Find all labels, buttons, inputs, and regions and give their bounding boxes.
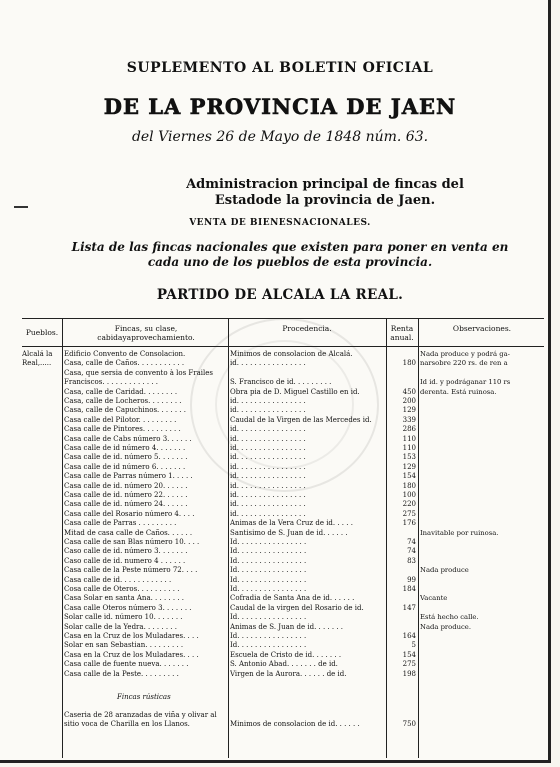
cell-proc: Minimos de consolacion de Alcalá. <box>230 350 353 358</box>
table-row <box>22 378 544 387</box>
cell-proc: Id. . . . . . . . . . . . . . . . <box>230 566 307 575</box>
header-fincas: Fincas, su clase, cabidayaprovechamiento. <box>97 324 195 342</box>
cell-finca: Caseria de 28 aranzadas de viña y olivar al <box>64 711 217 719</box>
table-row <box>22 613 544 622</box>
cell-renta: 74 <box>407 538 416 546</box>
table-row <box>22 566 544 575</box>
cell-renta: 180 <box>402 481 416 490</box>
table-row <box>22 632 544 641</box>
cell-renta: 154 <box>402 472 416 481</box>
cell-proc: Id. . . . . . . . . . . . . . . . <box>230 613 307 622</box>
heading-venta: VENTA DE BIENESNACIONALES. <box>189 218 371 228</box>
cell-proc: Minimos de consolacion de id. . . . . . <box>230 720 360 729</box>
cell-obs: Nada produce. <box>420 622 471 631</box>
title-date: del Viernes 26 de Mayo de 1848 núm. 63. <box>131 129 429 145</box>
table-row <box>22 670 544 679</box>
cell-proc: id. . . . . . . . . . . . . . . . <box>230 491 306 499</box>
cell-renta: 5 <box>411 641 416 650</box>
cell-renta: 147 <box>402 603 416 612</box>
cell-renta: 153 <box>402 453 416 462</box>
cell-proc: id. . . . . . . . . . . . . . . . <box>230 500 306 509</box>
cell-finca: Casa calle de fuente nueva. . . . . . . <box>64 660 189 669</box>
cell-proc: S. Francisco de id. . . . . . . . . <box>230 378 332 387</box>
cell-proc: Animas de la Vera Cruz de id. . . . . <box>230 519 353 528</box>
cell-renta: 74 <box>407 547 416 556</box>
table-row <box>22 453 544 462</box>
cell-finca: Caso calle de id. número 3. . . . . . . <box>64 547 188 556</box>
cell-finca: Casa, calle de Locheros. . . . . . . . <box>64 397 182 405</box>
cell-finca: Casa calle de id. número 20. . . . . . <box>64 481 188 490</box>
cell-finca: Casa en la Cruz de los Muladares. . . . <box>64 632 199 640</box>
cell-proc: Id. . . . . . . . . . . . . . . . <box>230 538 307 546</box>
cell-renta: 286 <box>402 425 416 434</box>
cell-proc: S. Antonio Abad. . . . . . . de id. <box>230 660 338 669</box>
table-row <box>22 720 544 729</box>
table-row <box>22 623 544 632</box>
cell-proc: Caudal de la virgen del Rosario de id. <box>230 603 364 612</box>
cell-obs: Está hecho calle. <box>420 613 479 622</box>
cell-finca: Casa calle de id número 4. . . . . . . <box>64 444 186 452</box>
cell-proc: Caudal de la Virgen de las Mercedes id. <box>230 415 372 424</box>
cell-proc: id. . . . . . . . . . . . . . . . <box>230 425 306 434</box>
table-row <box>22 416 544 425</box>
cell-proc: id. . . . . . . . . . . . . . . . <box>230 359 306 368</box>
cell-proc: Animas de S. Juan de id. . . . . . . <box>230 622 343 631</box>
table-row <box>22 425 544 434</box>
cell-renta: 164 <box>402 632 416 640</box>
cell-renta: 339 <box>402 415 416 424</box>
title-provincia: DE LA PROVINCIA DE JAEN <box>103 94 457 119</box>
cell-finca: Casa calle de la Peste. . . . . . . . . <box>64 669 179 678</box>
cell-proc: id. . . . . . . . . . . . . . . . <box>230 481 306 490</box>
cell-proc: id. . . . . . . . . . . . . . . . <box>230 444 306 452</box>
table-row <box>22 463 544 472</box>
table-row <box>22 651 544 660</box>
cell-proc: id. . . . . . . . . . . . . . . . <box>230 453 306 462</box>
cell-proc: id. . . . . . . . . . . . . . . . <box>230 472 306 481</box>
cell-proc: id. . . . . . . . . . . . . . . . <box>230 397 306 405</box>
cell-renta: 220 <box>402 500 416 509</box>
cell-finca: Casa calle de la Peste número 72. . . . <box>64 566 198 575</box>
cell-pueblo: Alcalá la <box>22 350 53 358</box>
cell-renta: 750 <box>402 720 416 729</box>
cell-obs: Nada produce y podrá ga- <box>420 350 510 358</box>
table-row <box>22 641 544 650</box>
cell-finca: Solar calle id. número 10. . . . . . . <box>64 613 183 622</box>
heading-lista: Lista de las fincas nacionales que existen para poner en venta en cada uno de los pueblos de esta provincia. <box>71 240 509 269</box>
cell-renta: 99 <box>407 575 416 584</box>
cell-renta: 110 <box>402 444 416 452</box>
cell-finca: Casa calle de Parras . . . . . . . . . <box>64 519 177 528</box>
fincas-table <box>22 318 544 758</box>
cell-finca: sitio voca de Charilla en los Llanos. <box>64 720 190 729</box>
cell-finca: Casa, calle de Caridad. . . . . . . . <box>64 387 178 396</box>
table-header-rule <box>22 346 544 347</box>
table-row <box>22 482 544 491</box>
cell-renta: 100 <box>402 491 416 499</box>
cell-finca: Caso calle de id. numero 4 . . . . . . <box>64 556 186 565</box>
cell-renta: 83 <box>407 556 416 565</box>
table-row <box>22 350 544 359</box>
cell-renta: 129 <box>402 462 416 471</box>
cell-finca: Casa calle de Pintores. . . . . . . . . <box>64 425 181 434</box>
table-row <box>22 538 544 547</box>
cell-renta: 275 <box>402 660 416 669</box>
table-row <box>22 359 544 368</box>
cell-proc: id. . . . . . . . . . . . . . . . <box>230 406 306 415</box>
cell-proc: Id. . . . . . . . . . . . . . . . <box>230 575 307 584</box>
cell-proc: id. . . . . . . . . . . . . . . . <box>230 509 306 518</box>
cell-renta: 198 <box>402 669 416 678</box>
cell-finca: Franciscos. . . . . . . . . . . . . <box>64 378 158 387</box>
cell-renta: 450 <box>402 387 416 396</box>
table-row <box>22 435 544 444</box>
cell-finca: Edificio Convento de Consolacion. <box>64 350 186 358</box>
header-procedencia: Procedencia. <box>282 324 332 333</box>
cell-obs: Nada produce <box>420 566 469 575</box>
cell-renta: 129 <box>402 406 416 415</box>
subheading-fincas-rusticas: Fincas rústicas <box>117 693 171 701</box>
table-row <box>22 491 544 500</box>
cell-proc: Cofradia de Santa Ana de id. . . . . . <box>230 594 355 603</box>
cell-obs: narsobre 220 rs. de ren a <box>420 359 508 368</box>
table-row <box>22 576 544 585</box>
table-row <box>22 585 544 594</box>
cell-renta: 110 <box>402 434 416 443</box>
table-row <box>22 369 544 378</box>
cell-proc: Escuela de Cristo de id. . . . . . . <box>230 650 342 659</box>
table-row <box>22 711 544 720</box>
table-row <box>22 604 544 613</box>
cell-finca: Solar calle de la Yedra. . . . . . . . <box>64 622 177 631</box>
cell-finca: Casa calle de Parras número 1. . . . . <box>64 472 193 481</box>
cell-finca: Casa calle de Cabs número 3. . . . . . <box>64 434 192 443</box>
table-row <box>22 594 544 603</box>
header-renta: Renta anual. <box>390 324 414 342</box>
cell-finca: Casa Solar en santa Ana. . . . . . . . <box>64 594 184 603</box>
cell-finca: Casa calle de id. . . . . . . . . . . . <box>64 575 172 584</box>
cell-obs: Vacante <box>420 594 448 603</box>
cell-finca: Casa calle de id. número 22. . . . . . <box>64 491 188 499</box>
cell-renta: 154 <box>402 650 416 659</box>
cell-finca: Solar en san Sebastian. . . . . . . . . <box>64 641 184 650</box>
cell-obs: Id id. y podráganar 110 rs <box>420 378 511 387</box>
cell-finca: Casa calle Oteros número 3. . . . . . . <box>64 603 192 612</box>
cell-proc: Id. . . . . . . . . . . . . . . . <box>230 641 307 650</box>
table-row <box>22 500 544 509</box>
cell-finca: Casa calle de id. número 24. . . . . . <box>64 500 188 509</box>
table-row <box>22 510 544 519</box>
cell-proc: id. . . . . . . . . . . . . . . . <box>230 462 306 471</box>
table-row <box>22 406 544 415</box>
cell-obs: Inavitable por ruinosa. <box>420 528 499 537</box>
heading-administracion: Administracion principal de fincas del Estadode la provincia de Jaen. <box>186 177 464 208</box>
cell-finca: Casa en la Cruz de los Muladares. . . . <box>64 650 199 659</box>
cell-proc: Id. . . . . . . . . . . . . . . . <box>230 547 307 556</box>
cell-renta: 200 <box>402 397 416 405</box>
header-observaciones: Observaciones. <box>452 324 512 333</box>
cell-proc: Virgen de la Aurora. . . . . . de id. <box>230 669 347 678</box>
cell-proc: Obra pia de D. Miguel Castillo en id. <box>230 387 360 396</box>
cell-finca: Cosa calle de Oteros. . . . . . . . . . <box>64 585 180 593</box>
cell-renta: 275 <box>402 509 416 518</box>
cell-proc: Id. . . . . . . . . . . . . . . . <box>230 585 307 593</box>
cell-proc: id. . . . . . . . . . . . . . . . <box>230 434 306 443</box>
table-row <box>22 529 544 538</box>
table-row <box>22 397 544 406</box>
cell-proc: Id. . . . . . . . . . . . . . . . <box>230 632 307 640</box>
cell-renta: 184 <box>402 585 416 593</box>
table-row <box>22 547 544 556</box>
cell-proc: Id. . . . . . . . . . . . . . . . <box>230 556 307 565</box>
margin-mark <box>14 206 28 208</box>
cell-renta: 180 <box>402 359 416 368</box>
cell-finca: Casa calle de san Blas número 10. . . . <box>64 538 200 546</box>
table-row <box>22 557 544 566</box>
table-row <box>22 388 544 397</box>
cell-finca: Casa calle de id. número 5. . . . . . . <box>64 453 188 462</box>
table-row <box>22 472 544 481</box>
cell-finca: Casa calle de id número 6. . . . . . . <box>64 462 186 471</box>
table-row <box>22 444 544 453</box>
cell-pueblo: Real,..... <box>22 359 52 368</box>
table-row <box>22 660 544 669</box>
cell-finca: Mitad de casa calle de Caños. . . . . . <box>64 528 193 537</box>
cell-finca: Casa, calle de Caños. . . . . . . . . . . <box>64 359 185 368</box>
cell-finca: Casa calle del Pilotor. . . . . . . . . <box>64 415 177 424</box>
cell-finca: Casa, que sersia de convento à los Frailes <box>64 368 214 377</box>
cell-obs: derenta. Está ruinosa. <box>420 387 497 396</box>
table-row <box>22 519 544 528</box>
cell-proc: Santisimo de S. Juan de id. . . . . . <box>230 528 348 537</box>
heading-partido: PARTIDO DE ALCALA LA REAL. <box>156 287 404 303</box>
title-suplemento: SUPLEMENTO AL BOLETIN OFICIAL <box>126 60 434 76</box>
cell-finca: Casa, calle de Capuchinos. . . . . . . <box>64 406 186 415</box>
table-top-rule <box>22 318 544 319</box>
cell-finca: Casa calle del Rosario número 4. . . . <box>64 509 195 518</box>
cell-renta: 176 <box>402 519 416 528</box>
header-pueblos: Pueblos. <box>25 328 59 337</box>
